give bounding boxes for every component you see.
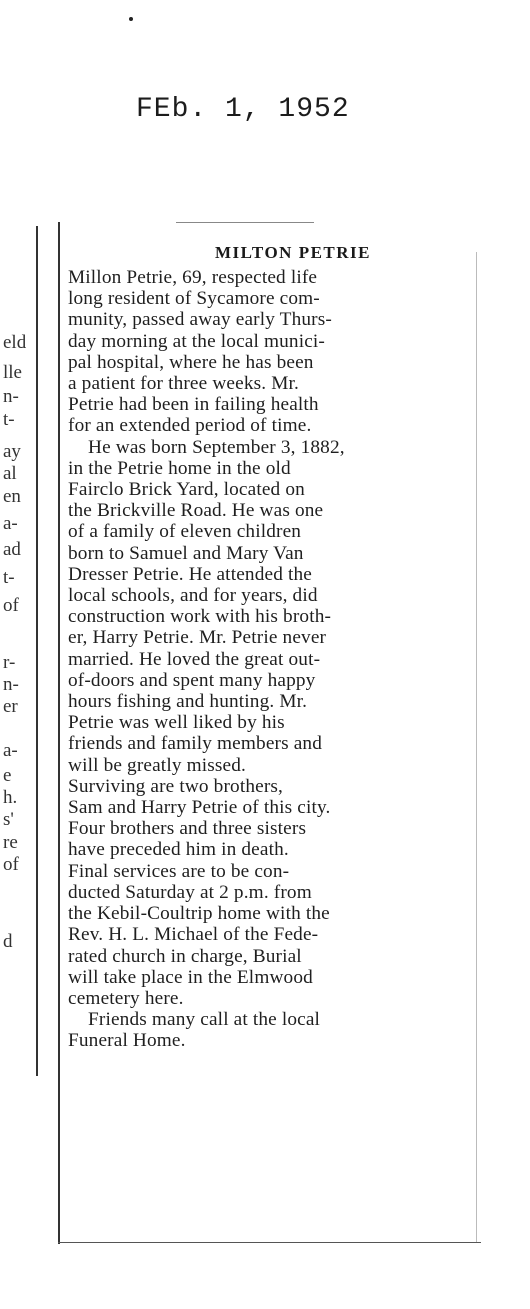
column-divider-left (36, 226, 38, 1076)
fragment-text: t- (3, 568, 15, 587)
fragment-text: s' (3, 810, 14, 829)
fragment-text: h. (3, 788, 18, 807)
fragment-text: of (3, 855, 19, 874)
fragment-text: n- (3, 387, 19, 406)
fragment-text: al (3, 464, 17, 483)
fragment-text: lle (3, 363, 22, 382)
fragment-text: a- (3, 514, 18, 533)
article-paragraph: Final services are to be con- ducted Saturday at 2 p.m. from the Kebil-Coultrip home with the Rev. H. L. Michael of the Fede- rated church in charge, Burial will take place in the Elmwood cemetery here. (68, 860, 330, 1009)
headline-top-rule (176, 222, 314, 223)
fragment-text: t- (3, 410, 15, 429)
fragment-text: r- (3, 653, 16, 672)
fragment-text: en (3, 487, 21, 506)
column-divider-right (476, 252, 477, 1242)
fragment-text: n- (3, 675, 19, 694)
article-headline: MILTON PETRIE (214, 243, 371, 262)
fragment-text: ad (3, 540, 21, 559)
article-bottom-rule (58, 1242, 481, 1243)
fragment-text: e (3, 766, 12, 785)
fragment-text: er (3, 697, 18, 716)
fragment-text: of (3, 596, 19, 615)
fragment-text: d (3, 932, 13, 951)
article-paragraph: He was born September 3, 1882, in the Petrie home in the old Fairclo Brick Yard, located on the Brickville Road. He was one of a family of eleven children born to Samuel and Mary Van Dresser Petrie. He attended the local schools, and for years, did construction work with his broth- er, Harry Petrie. Mr. Petrie never married. He loved the great out- of-doors and spent many happy hours fishing and hunting. Mr. Petrie was well liked by his friends and family members and will be greatly missed. (68, 436, 345, 776)
fragment-text: eld (3, 333, 27, 352)
obituary-article (68, 243, 476, 1052)
article-paragraph: Surviving are two brothers, Sam and Harry Petrie of this city. Four brothers and three sisters have preceded him in death. (68, 775, 331, 861)
fragment-text: ay (3, 442, 21, 461)
fragment-text: a- (3, 741, 18, 760)
article-paragraph: Millon Petrie, 69, respected life long resident of Sycamore com- munity, passed away early Thurs- day morning at the local munici- pal hospital, where he has been a patient for three weeks. Mr. Petrie had been in failing health for an extended period of time. (68, 267, 332, 437)
clipping-date: FEb. 1, 1952 (136, 94, 350, 125)
fragment-text: re (3, 833, 18, 852)
column-divider-main (58, 222, 60, 1244)
article-paragraph: Friends many call at the local Funeral Home. (68, 1009, 321, 1052)
ink-speck (129, 17, 133, 21)
